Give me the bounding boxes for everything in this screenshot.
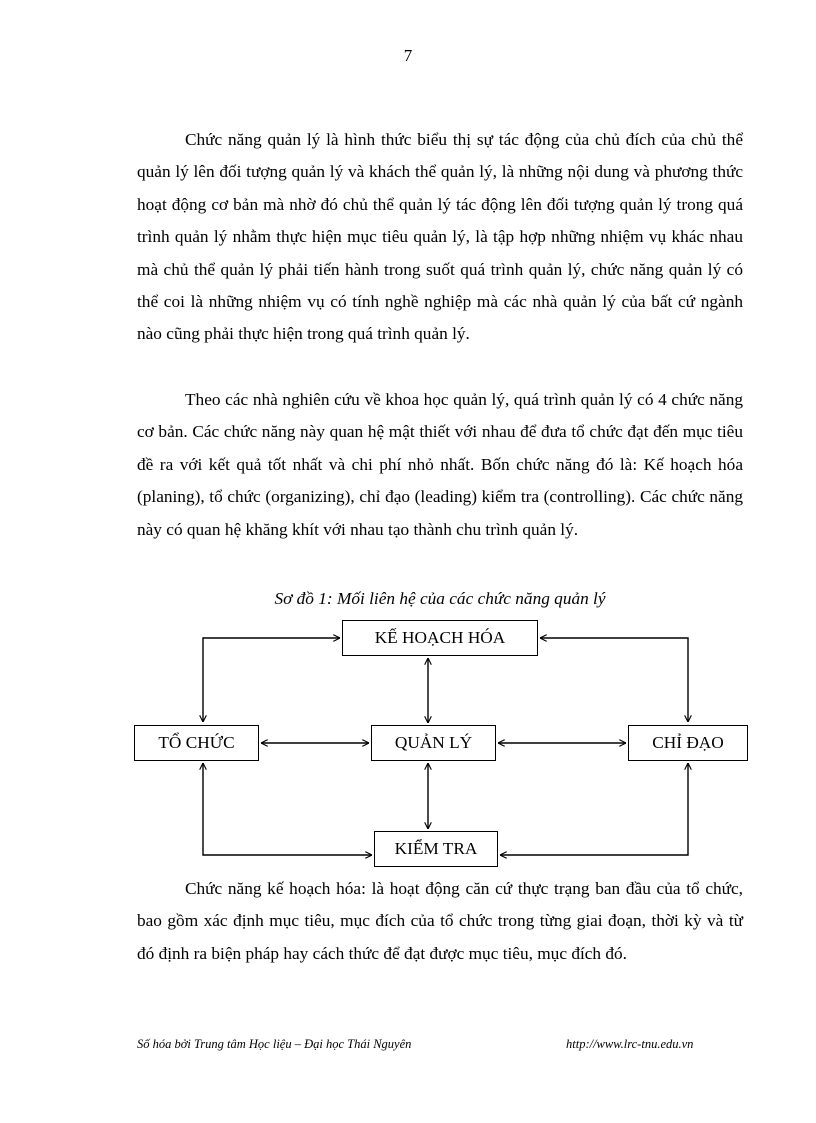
arrow-planning-organizing [203,638,340,722]
diagram-caption: Sơ đồ 1: Mối liên hệ của các chức năng quản lý [274,589,606,608]
arrow-leading-controlling [500,763,688,855]
arrow-planning-leading [540,638,688,722]
node-controlling: KIỂM TRA [374,831,498,867]
arrow-organizing-controlling [203,763,372,855]
node-planning: KẾ HOẠCH HÓA [342,620,538,656]
paragraph-management-function-definition: Chức năng quản lý là hình thức biểu thị sự tác động của chủ đích của chủ thể quản lý lên đối tượng quản lý và khách thể quản lý, là những nội dung và phương thức hoạt động cơ bản mà nhờ đó chủ thể quản lý tác động lên đối tượng quản lý trong quá trình quản lý nhằm thực hiện mục tiêu quản lý, là tập hợp những nhiệm vụ khác nhau mà chủ thể quản lý phải tiến hành trong suốt quá trình quản lý, chức năng quản lý có thể coi là những nhiệm vụ có tính nghề nghiệp mà các nhà quản lý của bất cứ ngành nào cũng phải thực hiện trong quá trình quản lý. [137,130,743,344]
footer-source: Số hóa bởi Trung tâm Học liệu – Đại học Thái Nguyên [137,1037,412,1051]
paragraph-four-functions: Theo các nhà nghiên cứu về khoa học quản lý, quá trình quản lý có 4 chức năng cơ bản. Các chức năng này quan hệ mật thiết với nhau để đưa tổ chức đạt đến mục tiêu đề ra với kết quả tốt nhất và chi phí nhỏ nhất. Bốn chức năng đó là: Kế hoạch hóa (planing), tổ chức (organizing), chỉ đạo (leading) kiểm tra (controlling). Các chức năng này có quan hệ khăng khít với nhau tạo thành chu trình quản lý. [137,390,743,539]
node-organizing: TỔ CHỨC [134,725,259,761]
node-management: QUẢN LÝ [371,725,496,761]
page-number: 7 [403,46,413,65]
paragraph-planning-function: Chức năng kế hoạch hóa: là hoạt động căn cứ thực trạng ban đầu của tổ chức, bao gồm xác định mục tiêu, mục đích của tổ chức trong từng giai đoạn, thời kỳ và từ đó định ra biện pháp hay cách thức để đạt được mục tiêu, mục đích đó. [137,879,743,963]
node-leading: CHỈ ĐẠO [628,725,748,761]
footer-url[interactable]: http://www.lrc-tnu.edu.vn [566,1037,694,1051]
